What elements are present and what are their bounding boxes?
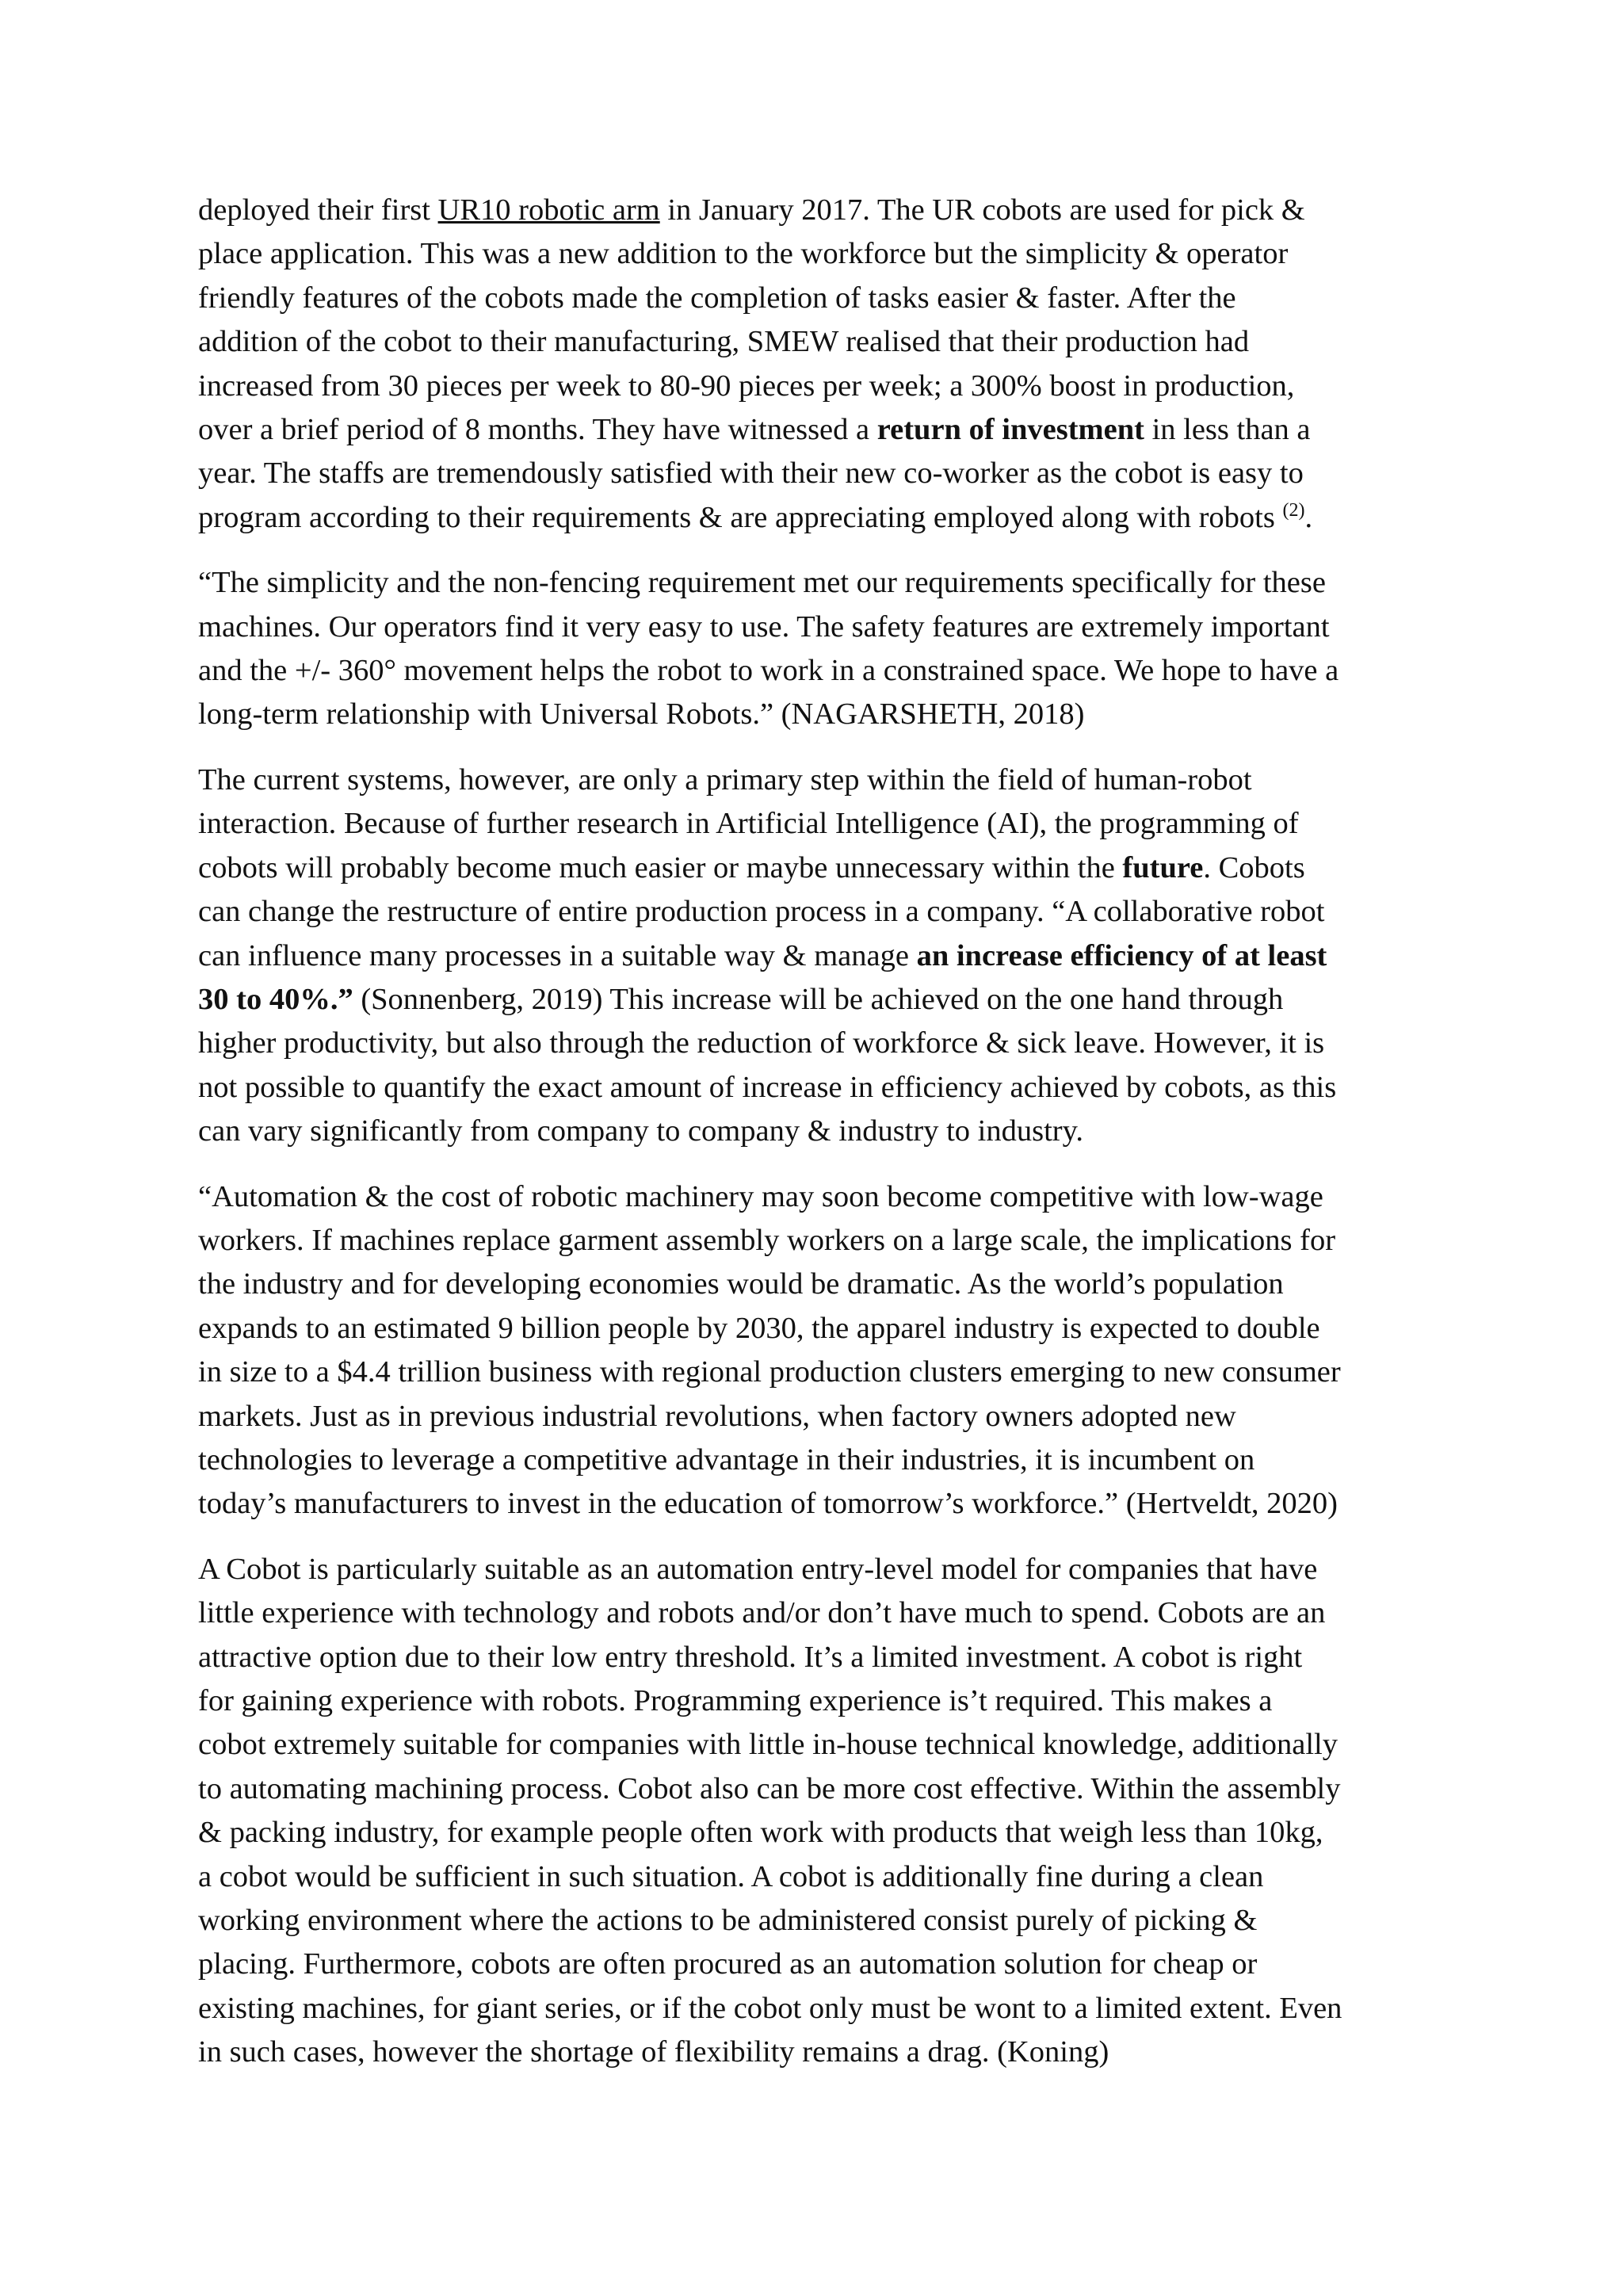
text-line: in such cases, however the shortage of flexibility remains a drag. (Koning) [198,2035,1109,2069]
text-line: markets. Just as in previous industrial revolutions, when factory owners adopted new [198,1399,1236,1433]
text-line [198,408,1454,452]
text-line: a cobot would be sufficient in such situation. A cobot is additionally fine during a clean [198,1859,1264,1893]
text-line: working environment where the actions to be administered consist purely of picking & [198,1904,1258,1938]
text-segment: program according to their requirements & are appreciating employed along with robots [198,500,1283,534]
paragraph-hertveldt-quote [198,1175,1454,1526]
text-segment: in less than a [1144,413,1311,447]
document-page [198,189,1454,2096]
text-line: workers. If machines replace garment assembly workers on a large scale, the implications for [198,1223,1336,1257]
text-line: attractive option due to their low entry threshold. It’s a limited investment. A cobot is right [198,1640,1303,1674]
text-line: can change the restructure of entire production process in a company. “A collaborative robot [198,895,1325,929]
text-line: machines. Our operators find it very easy to use. The safety features are extremely important [198,609,1330,644]
text-line: “Automation & the cost of robotic machinery may soon become competitive with low-wage [198,1179,1323,1213]
text-segment: cobots will probably become much easier or maybe unnecessary within the [198,850,1123,884]
text-line: long-term relationship with Universal Robots.” (NAGARSHETH, 2018) [198,697,1085,732]
text-line: for gaining experience with robots. Programming experience is’t required. This makes a [198,1684,1273,1717]
paragraph-smew-case [198,189,1454,540]
text-line [198,496,1454,540]
text-line: addition of the cobot to their manufacturing, SMEW realised that their production had [198,325,1250,359]
text-segment: deployed their first [198,193,438,227]
bold-emphasis: an increase efficiency of at least [916,938,1327,972]
bold-emphasis: 30 to 40%.” [198,982,353,1016]
text-line [198,189,1454,232]
text-line: to automating machining process. Cobot also can be more cost effective. Within the assembly [198,1771,1341,1805]
text-segment: over a brief period of 8 months. They have witnessed a [198,413,877,447]
text-line: “The simplicity and the non-fencing requirement met our requirements specifically for these [198,566,1326,600]
paragraph-nagarsheth-quote [198,561,1454,737]
text-line: & packing industry, for example people often work with products that weigh less than 10kg, [198,1816,1323,1850]
citation-superscript: (2) [1282,499,1305,521]
text-segment: in January 2017. The UR cobots are used for pick & [659,193,1305,227]
text-line: increased from 30 pieces per week to 80-90 pieces per week; a 300% boost in production, [198,369,1295,403]
text-segment: can influence many processes in a suitable way & manage [198,938,917,972]
text-line [198,934,1454,978]
text-line: higher productivity, but also through the reduction of workforce & sick leave. However, it is [198,1026,1325,1060]
text-line: The current systems, however, are only a primary step within the field of human-robot [198,762,1252,797]
text-line: and the +/- 360° movement helps the robot to work in a constrained space. We hope to have a [198,654,1339,688]
text-segment: (Sonnenberg, 2019) This increase will be achieved on the one hand through [353,982,1284,1016]
text-line: in size to a $4.4 trillion business with regional production clusters emerging to new consumer [198,1355,1341,1389]
text-line [198,978,1454,1022]
text-line: friendly features of the cobots made the completion of tasks easier & faster. After the [198,281,1236,315]
text-line: interaction. Because of further research in Artificial Intelligence (AI), the programming of [198,807,1299,841]
ur10-robotic-arm-link[interactable]: UR10 robotic arm [437,193,660,227]
bold-emphasis: return of investment [876,413,1144,447]
text-line: existing machines, for giant series, or if the cobot only must be wont to a limited extent. Even [198,1991,1342,2025]
text-line: A Cobot is particularly suitable as an automation entry-level model for companies that have [198,1552,1318,1586]
text-line: little experience with technology and robots and/or don’t have much to spend. Cobots are an [198,1596,1326,1630]
text-line: not possible to quantify the exact amount of increase in efficiency achieved by cobots, as this [198,1070,1337,1104]
text-line: expands to an estimated 9 billion people by 2030, the apparel industry is expected to double [198,1311,1320,1345]
text-line: year. The staffs are tremendously satisfied with their new co-worker as the cobot is easy to [198,457,1304,491]
text-line: the industry and for developing economies would be dramatic. As the world’s population [198,1267,1284,1301]
paragraph-hri-future [198,758,1454,1154]
text-line [198,846,1454,890]
text-line: today’s manufacturers to invest in the education of tomorrow’s workforce.” (Hertveldt, 2020) [198,1487,1338,1521]
text-line: place application. This was a new addition to the workforce but the simplicity & operator [198,237,1289,271]
text-line: can vary significantly from company to company & industry to industry. [198,1114,1083,1148]
paragraph-entry-level [198,1548,1454,2075]
text-segment: . [1304,500,1313,534]
bold-emphasis: future [1122,850,1204,884]
text-line: technologies to leverage a competitive advantage in their industries, it is incumbent on [198,1442,1255,1477]
text-line: cobot extremely suitable for companies with little in-house technical knowledge, additionally [198,1728,1338,1762]
text-line: placing. Furthermore, cobots are often procured as an automation solution for cheap or [198,1947,1258,1981]
text-segment: . Cobots [1203,850,1305,884]
